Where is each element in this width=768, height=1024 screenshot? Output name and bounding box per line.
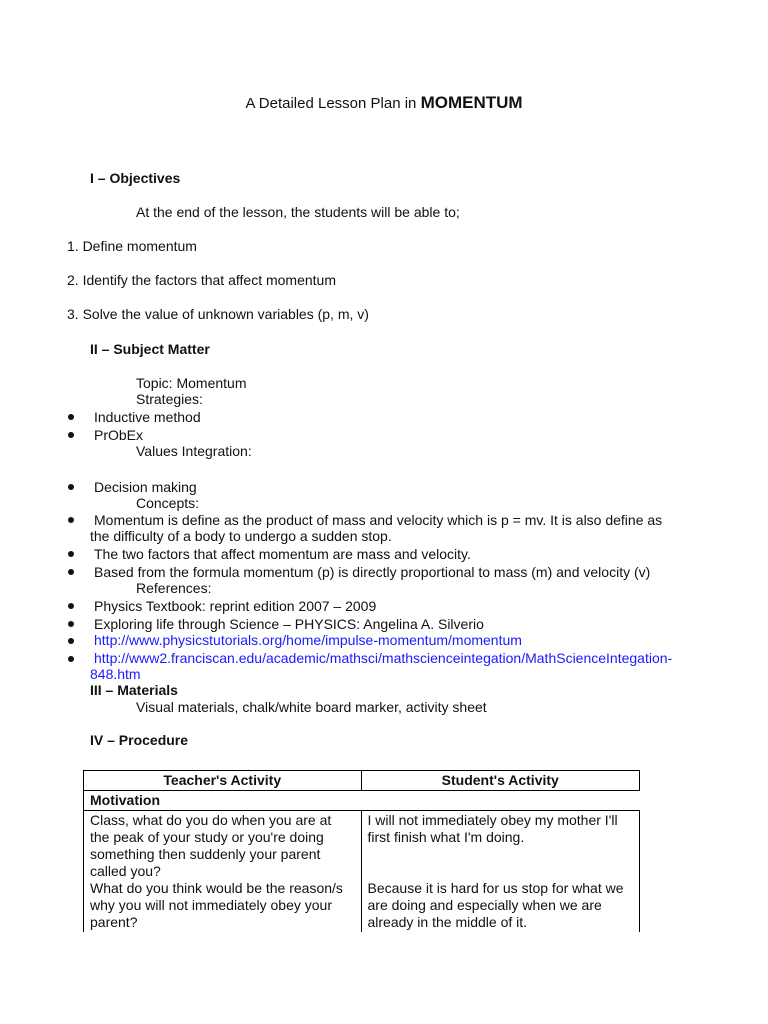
concepts-label: Concepts: (136, 495, 200, 511)
strategy-item: Inductive method (94, 409, 201, 425)
reference-item: Physics Textbook: reprint edition 2007 – 2009 (94, 598, 377, 614)
bullet-icon (68, 484, 74, 490)
title-prefix: A Detailed Lesson Plan in (245, 95, 417, 112)
student-activity-cell (361, 811, 640, 933)
reference-link[interactable]: http://www.physicstutorials.org/home/impulse-momentum/momentum (94, 632, 522, 648)
value-item: Decision making (94, 479, 197, 495)
procedure-table (83, 770, 640, 932)
values-label: Values Integration: (136, 443, 252, 459)
reference-item: Exploring life through Science – PHYSICS: Angelina A. Silverio (94, 616, 484, 632)
topic-line: Topic: Momentum (136, 375, 247, 391)
title-subject: MOMENTUM (420, 93, 523, 112)
bullet-icon (68, 551, 74, 557)
bullet-icon (68, 638, 74, 644)
bullet-icon (68, 414, 74, 420)
motivation-section-label: Motivation (84, 791, 640, 811)
subject-matter-heading: II – Subject Matter (90, 341, 210, 357)
concept-item: The two factors that affect momentum are mass and velocity. (94, 546, 471, 562)
concept-item-continued: the difficulty of a body to undergo a sudden stop. (90, 528, 392, 544)
student-answer: I will not immediately obey my mother I'll first finish what I'm doing. (367, 812, 618, 845)
student-answer: Because it is hard for us stop for what we are doing and especially when we are already in the middle of it. (367, 880, 624, 930)
table-row (84, 811, 640, 933)
objective-item: 3. Solve the value of unknown variables (p, m, v) (67, 306, 369, 322)
references-label: References: (136, 580, 212, 596)
concept-item: Momentum is define as the product of mass and velocity which is p = mv. It is also define as (94, 512, 663, 528)
objectives-heading: I – Objectives (90, 170, 181, 186)
teacher-activity-header: Teacher's Activity (84, 771, 362, 791)
teacher-question: What do you think would be the reason/s why you will not immediately obey your parent? (90, 880, 343, 930)
objective-item: 2. Identify the factors that affect momentum (67, 272, 336, 288)
teacher-activity-cell (84, 811, 362, 933)
teacher-question: Class, what do you do when you are at the peak of your study or you're doing something then suddenly your parent called you? (90, 812, 332, 879)
reference-link-continued[interactable]: 848.htm (90, 666, 141, 682)
table-section-row (84, 791, 640, 811)
materials-heading: III – Materials (90, 682, 178, 698)
strategy-item: PrObEx (94, 427, 144, 443)
reference-link[interactable]: http://www2.franciscan.edu/academic/mathsci/mathscienceintegation/MathScienceIntegation- (94, 650, 673, 666)
table-header-row (84, 771, 640, 791)
bullet-icon (68, 432, 74, 438)
document-title (0, 94, 768, 112)
bullet-icon (68, 603, 74, 609)
spacer (368, 863, 634, 880)
materials-text: Visual materials, chalk/white board marker, activity sheet (136, 699, 487, 715)
bullet-icon (68, 517, 74, 523)
bullet-icon (68, 656, 74, 662)
concept-item: Based from the formula momentum (p) is directly proportional to mass (m) and velocity (v) (94, 564, 651, 580)
bullet-icon (68, 569, 74, 575)
spacer (368, 846, 634, 863)
student-activity-header: Student's Activity (361, 771, 640, 791)
objectives-intro: At the end of the lesson, the students will be able to; (136, 204, 460, 220)
objective-item: 1. Define momentum (67, 238, 197, 254)
bullet-icon (68, 621, 74, 627)
procedure-heading: IV – Procedure (90, 732, 189, 748)
strategies-label: Strategies: (136, 391, 203, 407)
